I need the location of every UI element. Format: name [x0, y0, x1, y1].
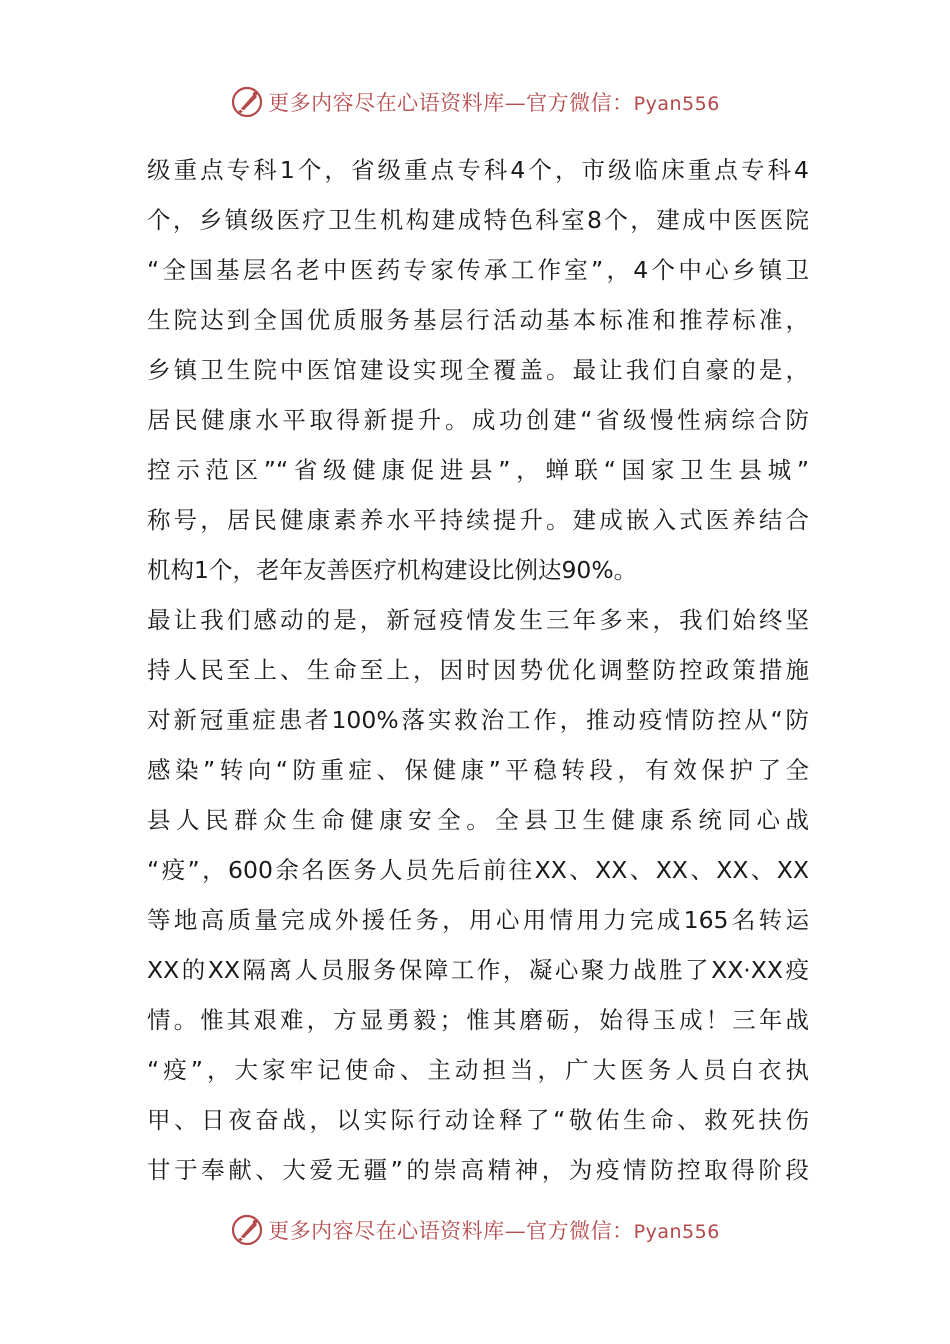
- body-text-line: 感染”转向“防重症、保健康”平稳转段，有效保护了全: [147, 756, 809, 784]
- header-watermark-text: 更多内容尽在心语资料库—官方微信：Pyan556: [268, 91, 720, 115]
- body-text-line: XX的XX隔离人员服务保障工作，凝心聚力战胜了XX·XX疫: [147, 956, 809, 984]
- body-text-line: “疫”，大家牢记使命、主动担当，广大医务人员白衣执: [147, 1056, 809, 1084]
- body-text-line: “疫”，600余名医务人员先后前往XX、XX、XX、XX、XX: [147, 856, 809, 884]
- body-text-line: 称号，居民健康素养水平持续提升。建成嵌入式医养结合: [147, 506, 809, 534]
- body-text-line: 乡镇卫生院中医馆建设实现全覆盖。最让我们自豪的是，: [147, 356, 809, 384]
- body-text-line: 情。惟其艰难，方显勇毅；惟其磨砺，始得玉成！三年战: [147, 1006, 809, 1034]
- body-text-line: 等地高质量完成外援任务，用心用情用力完成165名转运: [147, 906, 809, 934]
- header-watermark-banner: [0, 82, 950, 122]
- quill-pen-logo-icon: [230, 1213, 264, 1247]
- body-text-line: 甲、日夜奋战，以实际行动诠释了“敬佑生命、救死扶伤: [147, 1106, 809, 1134]
- footer-wechat-handle: Pyan556: [633, 1221, 720, 1243]
- body-text-line: 对新冠重症患者100%落实救治工作，推动疫情防控从“防: [147, 706, 809, 734]
- body-text-line: 机构1个，老年友善医疗机构建设比例达90%。: [147, 556, 638, 584]
- document-body: [147, 148, 809, 1198]
- footer-watermark-banner: [0, 1210, 950, 1250]
- footer-watermark-text: 更多内容尽在心语资料库—官方微信：Pyan556: [268, 1219, 720, 1243]
- body-text-line: 县人民群众生命健康安全。全县卫生健康系统同心战: [147, 806, 809, 834]
- quill-pen-logo-icon: [230, 85, 264, 119]
- header-wechat-handle: Pyan556: [633, 93, 720, 115]
- body-text-line: 生院达到全国优质服务基层行活动基本标准和推荐标准，: [147, 306, 809, 334]
- body-text-line: 级重点专科1个，省级重点专科4个，市级临床重点专科4: [147, 156, 809, 184]
- body-text-line: 持人民至上、生命至上，因时因势优化调整防控政策措施: [147, 656, 809, 684]
- body-text-line: 控示范区”“省级健康促进县”，蝉联“国家卫生县城”: [147, 456, 809, 484]
- body-text-line: 最让我们感动的是，新冠疫情发生三年多来，我们始终坚: [147, 606, 809, 634]
- body-text-line: 个，乡镇级医疗卫生机构建成特色科室8个，建成中医医院: [147, 206, 809, 234]
- body-text-line: 甘于奉献、大爱无疆”的崇高精神，为疫情防控取得阶段: [147, 1156, 809, 1184]
- body-text-line: 居民健康水平取得新提升。成功创建“省级慢性病综合防: [147, 406, 809, 434]
- body-text-line: “全国基层名老中医药专家传承工作室”，4个中心乡镇卫: [147, 256, 809, 284]
